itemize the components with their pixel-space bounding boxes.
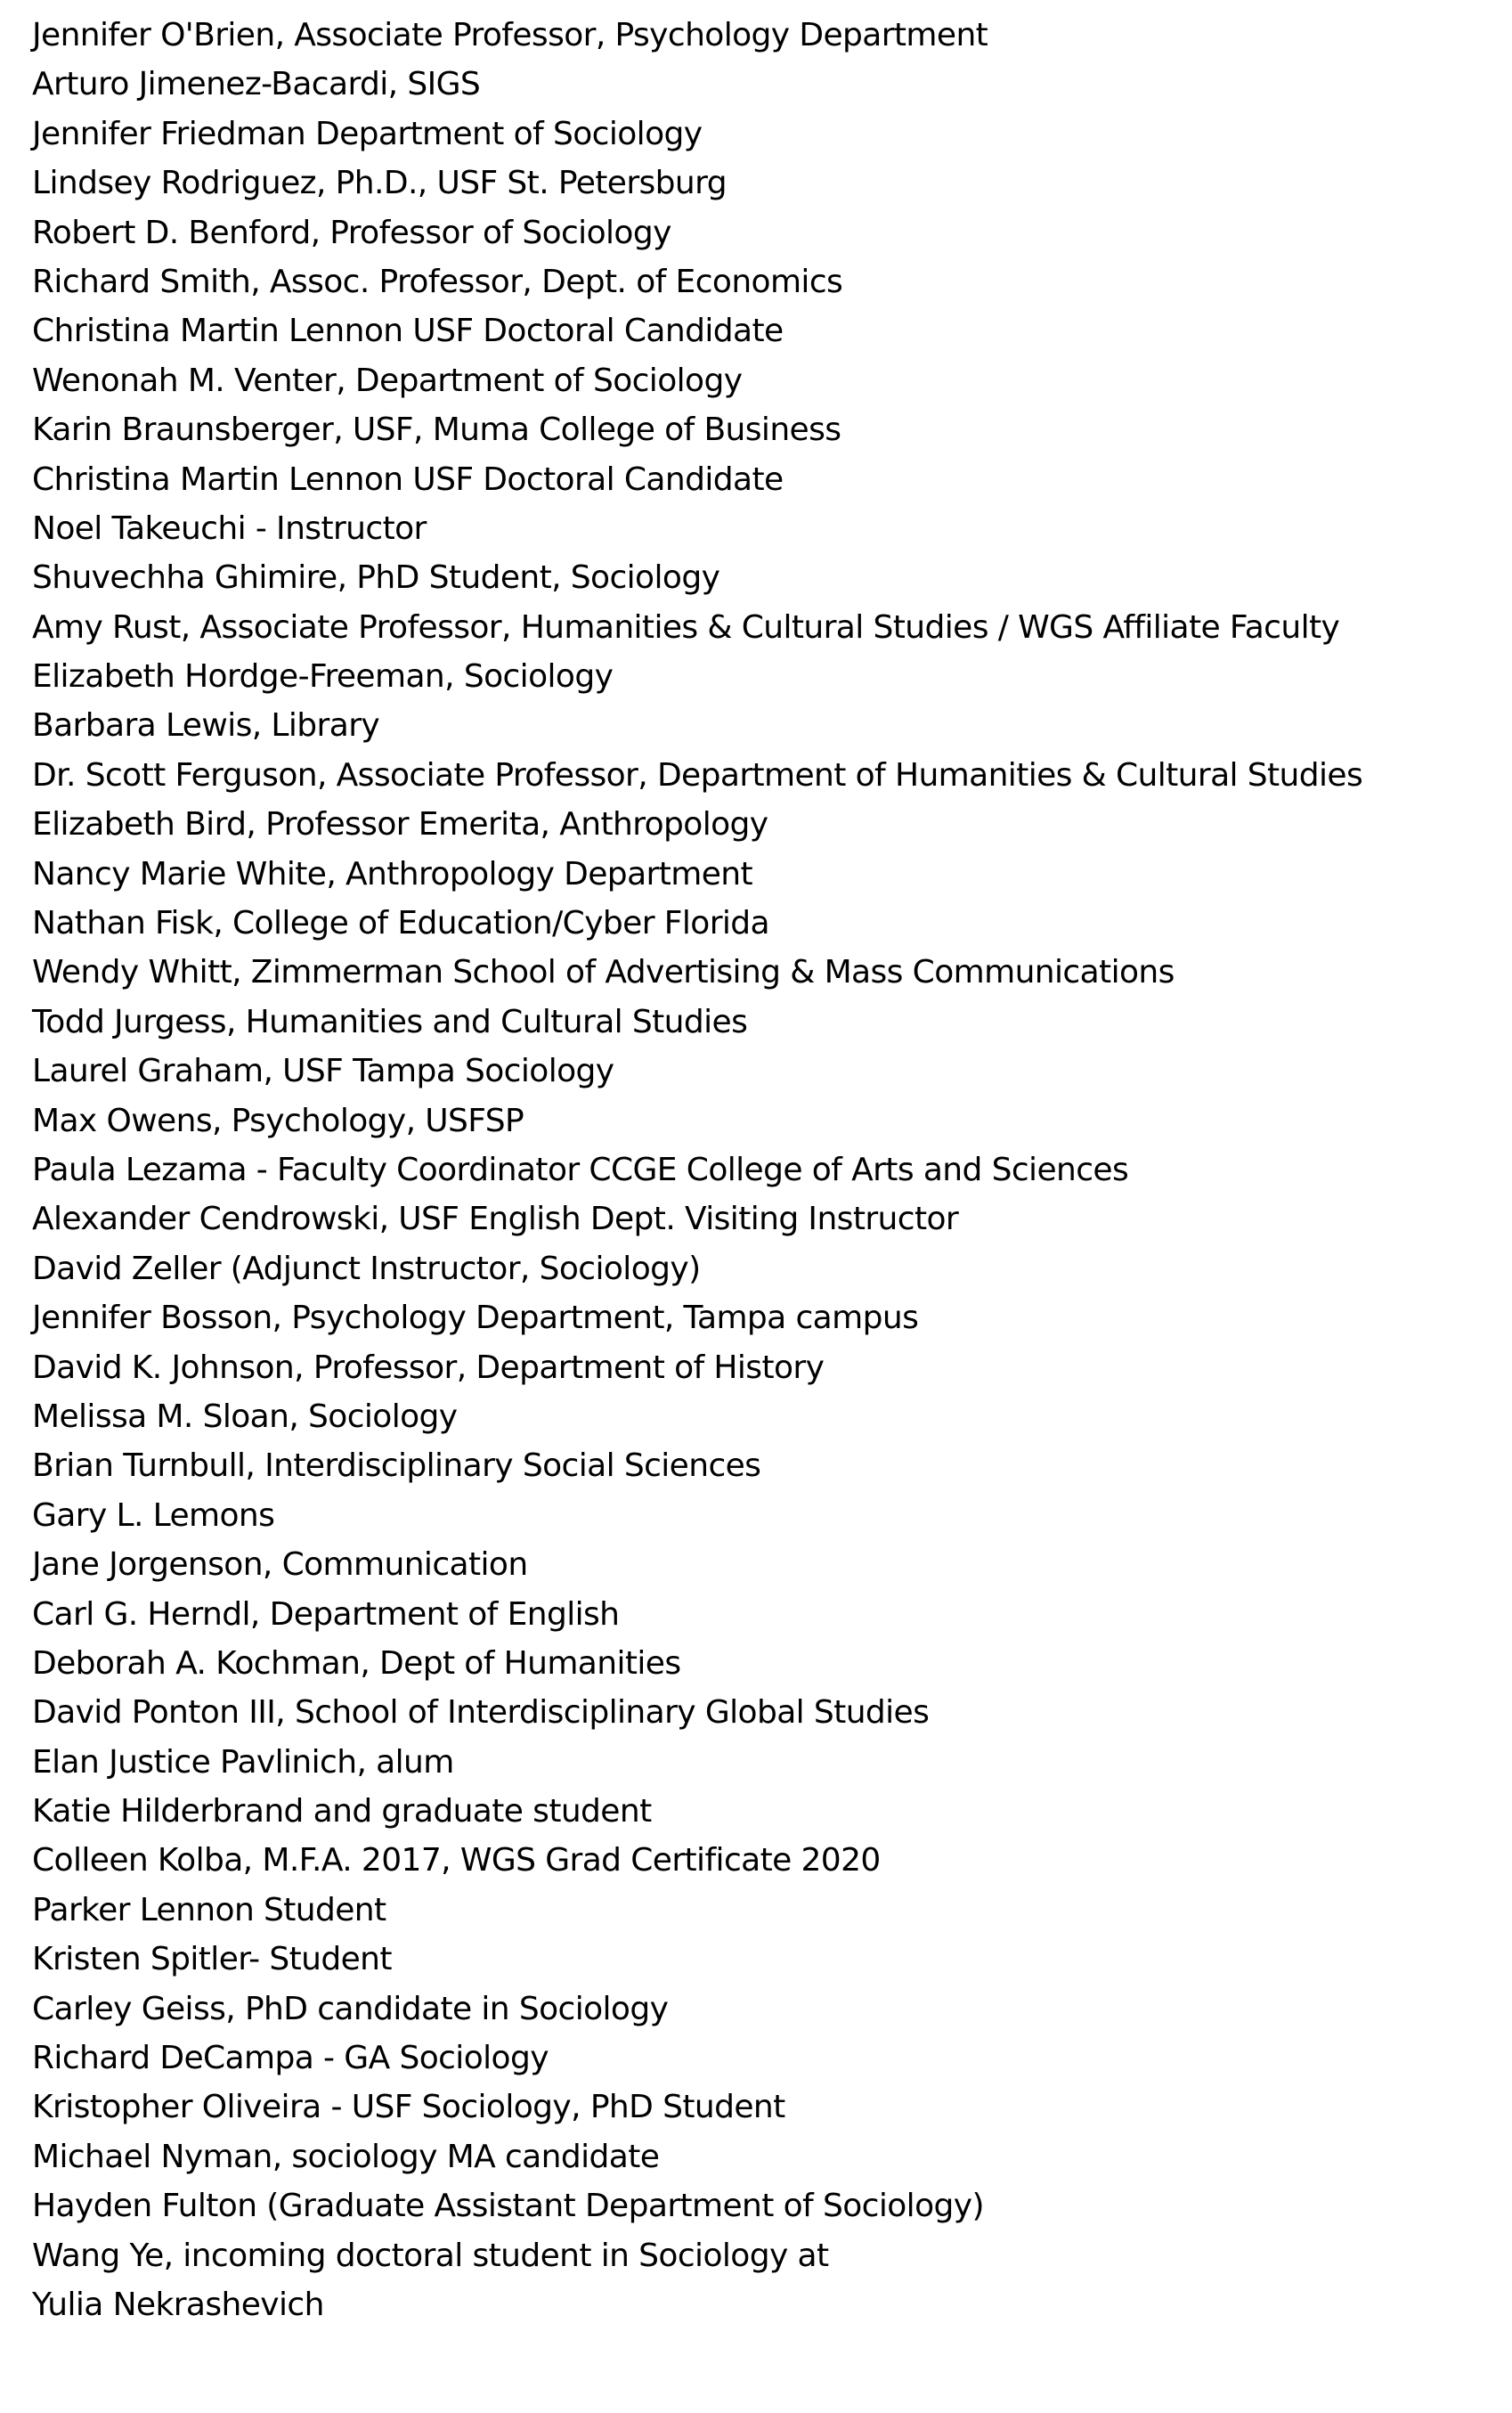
signatory-entry: Katie Hilderbrand and graduate student bbox=[32, 1793, 652, 1830]
signatory-entry: Yulia Nekrashevich bbox=[32, 2286, 324, 2323]
signatory-entry: Nancy Marie White, Anthropology Department bbox=[32, 855, 752, 893]
signatory-entry: Jennifer Bosson, Psychology Department, Tampa campus bbox=[32, 1300, 919, 1337]
signatory-entry: David Zeller (Adjunct Instructor, Sociology) bbox=[32, 1250, 701, 1287]
signatory-entry: Richard DeCampa - GA Sociology bbox=[32, 2040, 549, 2077]
signatory-entry: Jennifer Friedman Department of Sociology bbox=[32, 115, 703, 152]
signatory-entry: Elizabeth Hordge-Freeman, Sociology bbox=[32, 658, 614, 696]
signatory-entry: Wang Ye, incoming doctoral student in Sociology at bbox=[32, 2237, 829, 2274]
signatory-entry: Deborah A. Kochman, Dept of Humanities bbox=[32, 1644, 681, 1682]
signatory-entry: Gary L. Lemons bbox=[32, 1496, 275, 1534]
signatory-entry: Karin Braunsberger, USF, Muma College of Business bbox=[32, 412, 841, 449]
signatory-entry: Elan Justice Pavlinich, alum bbox=[32, 1743, 454, 1781]
signatory-entry: David Ponton III, School of Interdisciplinary Global Studies bbox=[32, 1694, 930, 1732]
signatory-entry: Barbara Lewis, Library bbox=[32, 707, 380, 745]
signatory-entry: Christina Martin Lennon USF Doctoral Candidate bbox=[32, 313, 784, 350]
signatory-entry: Robert D. Benford, Professor of Sociology bbox=[32, 214, 671, 251]
signatory-entry: Carl G. Herndl, Department of English bbox=[32, 1595, 620, 1633]
signatory-entry: Jennifer O'Brien, Associate Professor, Psychology Department bbox=[32, 17, 988, 53]
signatory-entry: Alexander Cendrowski, USF English Dept. Visiting Instructor bbox=[32, 1201, 959, 1238]
signatory-entry: Laurel Graham, USF Tampa Sociology bbox=[32, 1053, 614, 1090]
signatory-entry: Todd Jurgess, Humanities and Cultural Studies bbox=[32, 1003, 748, 1040]
signatory-entry: Richard Smith, Assoc. Professor, Dept. of Economics bbox=[32, 263, 843, 300]
signatory-entry: Jane Jorgenson, Communication bbox=[32, 1546, 528, 1584]
signatory-entry: David K. Johnson, Professor, Department of History bbox=[32, 1349, 825, 1386]
signatory-entry: Arturo Jimenez-Bacardi, SIGS bbox=[32, 66, 481, 103]
signatory-entry: Wendy Whitt, Zimmerman School of Advertising & Mass Communications bbox=[32, 954, 1175, 991]
signatory-entry: Paula Lezama - Faculty Coordinator CCGE College of Arts and Sciences bbox=[32, 1151, 1129, 1188]
signatory-entry: Hayden Fulton (Graduate Assistant Department of Sociology) bbox=[32, 2188, 984, 2225]
signatory-entry: Elizabeth Bird, Professor Emerita, Anthropology bbox=[32, 806, 768, 844]
signatory-entry: Carley Geiss, PhD candidate in Sociology bbox=[32, 1990, 669, 2027]
signatory-entry: Kristopher Oliveira - USF Sociology, PhD Student bbox=[32, 2089, 785, 2126]
signatory-entry: Kristen Spitler- Student bbox=[32, 1941, 392, 1978]
signatory-entry: Michael Nyman, sociology MA candidate bbox=[32, 2138, 660, 2175]
signatory-entry: Christina Martin Lennon USF Doctoral Candidate bbox=[32, 461, 784, 498]
signatory-entry: Lindsey Rodriguez, Ph.D., USF St. Petersburg bbox=[32, 165, 727, 202]
signatory-entry: Melissa M. Sloan, Sociology bbox=[32, 1398, 458, 1435]
signatory-entry: Shuvechha Ghimire, PhD Student, Sociology bbox=[32, 559, 720, 597]
signatory-entry: Brian Turnbull, Interdisciplinary Social Sciences bbox=[32, 1447, 761, 1485]
signatory-entry: Max Owens, Psychology, USFSP bbox=[32, 1102, 524, 1139]
signatory-entry: Amy Rust, Associate Professor, Humanities & Cultural Studies / WGS Affiliate Faculty bbox=[32, 608, 1340, 646]
signatory-entry: Wenonah M. Venter, Department of Sociology bbox=[32, 362, 743, 399]
signatory-list bbox=[32, 11, 1492, 2329]
signatory-entry: Nathan Fisk, College of Education/Cyber Florida bbox=[32, 905, 770, 942]
signatory-entry: Dr. Scott Ferguson, Associate Professor, Department of Humanities & Cultural Studies bbox=[32, 756, 1363, 794]
signatory-entry: Noel Takeuchi - Instructor bbox=[32, 510, 427, 547]
signatory-entry: Colleen Kolba, M.F.A. 2017, WGS Grad Certificate 2020 bbox=[32, 1842, 881, 1879]
signatory-entry: Parker Lennon Student bbox=[32, 1891, 386, 1928]
